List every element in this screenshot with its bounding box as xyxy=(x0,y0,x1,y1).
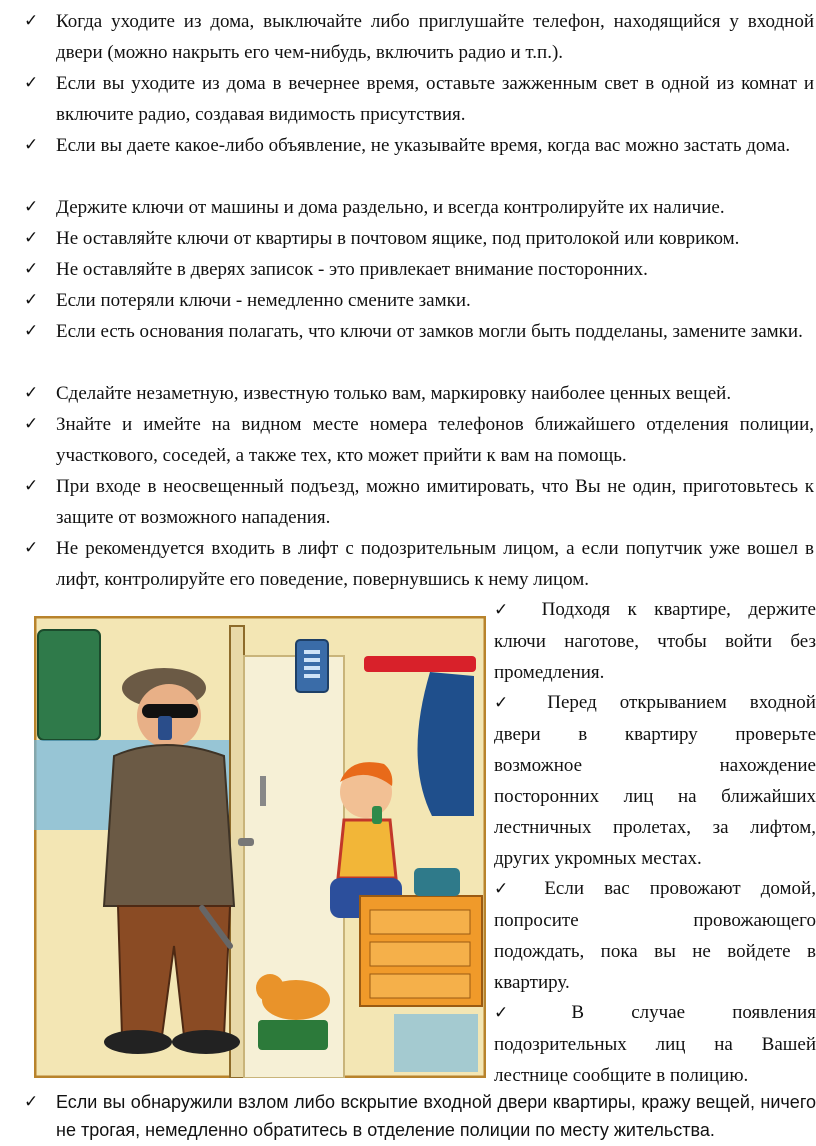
electric-box xyxy=(38,630,100,740)
side-word: случае xyxy=(631,1002,686,1023)
side-word: лиц xyxy=(655,1034,686,1055)
side-word: домой, xyxy=(760,878,816,899)
door-frame xyxy=(230,626,244,1078)
list-item xyxy=(24,316,814,347)
side-line xyxy=(494,936,816,967)
list-item xyxy=(24,254,814,285)
side-word: не xyxy=(692,941,711,962)
side-line xyxy=(494,812,816,843)
checkmark-icon: ✓ xyxy=(24,476,39,496)
checkmark-icon: ✓ xyxy=(494,693,509,713)
doormat xyxy=(258,1020,328,1050)
side-word: ключи xyxy=(494,631,546,652)
checkmark-icon: ✓ xyxy=(24,11,39,31)
side-word: вас xyxy=(604,878,630,899)
checkmark-icon: ✓ xyxy=(24,73,39,93)
side-word: держите xyxy=(748,599,816,620)
side-word: Перед xyxy=(547,692,597,713)
list-item xyxy=(24,471,814,533)
side-word: Вашей xyxy=(761,1034,816,1055)
side-line: других укромных местах. xyxy=(494,848,702,869)
side-word: в xyxy=(807,941,816,962)
side-word: ближайших xyxy=(721,786,816,807)
side-line: лестнице сообщите в полицию. xyxy=(494,1065,749,1086)
list-item xyxy=(24,223,814,254)
checkmark-icon: ✓ xyxy=(494,600,509,620)
side-line xyxy=(494,719,816,750)
list-item xyxy=(24,6,814,68)
side-line xyxy=(494,781,816,812)
boy-shirt xyxy=(338,820,396,878)
side-word: на xyxy=(714,1034,733,1055)
side-word: наготове, xyxy=(564,631,639,652)
checkmark-icon: ✓ xyxy=(24,135,39,155)
floor-tiles xyxy=(394,1014,478,1072)
side-word: возможное xyxy=(494,755,583,776)
list-item xyxy=(24,378,814,409)
side-word: чтобы xyxy=(657,631,707,652)
hanging-coat xyxy=(418,672,475,816)
list-item-text: Если вы даете какое-либо объявление, не указывайте время, когда вас можно застать дома. xyxy=(56,135,791,156)
list-item xyxy=(24,130,814,161)
side-word: открыванием xyxy=(619,692,727,713)
checkmark-icon: ✓ xyxy=(24,414,39,434)
side-word: подождать, xyxy=(494,941,585,962)
coat-hanger xyxy=(364,656,476,672)
checkmark-icon: ✓ xyxy=(24,538,39,558)
side-word: двери xyxy=(494,724,541,745)
side-word: посторонних xyxy=(494,786,600,807)
checkmark-icon: ✓ xyxy=(24,197,39,217)
list-item-text: Сделайте незаметную, известную только вам, маркировку наиболее ценных вещей. xyxy=(56,383,732,404)
side-word: провожающего xyxy=(693,910,816,931)
burglar-coat xyxy=(104,745,234,906)
side-word: квартиру xyxy=(624,724,698,745)
side-word: к xyxy=(627,599,637,620)
list-item xyxy=(24,533,814,595)
checkmark-icon: ✓ xyxy=(24,259,39,279)
side-word: Если xyxy=(544,878,585,899)
side-word: В xyxy=(571,1002,585,1023)
burglar-mask xyxy=(142,704,198,718)
side-line: квартиру. xyxy=(494,972,570,993)
side-word: вы xyxy=(654,941,676,962)
bottom-list-item xyxy=(24,1088,816,1144)
side-word: входной xyxy=(749,692,816,713)
side-word: попросите xyxy=(494,910,579,931)
checkmark-icon: ✓ xyxy=(24,321,39,341)
checkmark-icon: ✓ xyxy=(494,1003,509,1023)
door-handle xyxy=(238,838,254,846)
side-line xyxy=(494,626,816,657)
side-word: войти xyxy=(725,631,773,652)
side-word: лифтом, xyxy=(750,817,816,838)
list-item-text: Знайте и имейте на видном месте номера телефонов ближайшего отделения полиции, участкового, соседей, а также тех, кто может прийти к вам на помощь. xyxy=(56,414,814,466)
checkmark-icon: ✓ xyxy=(24,290,39,310)
side-word: появления xyxy=(732,1002,816,1023)
list-item-text: При входе в неосвещенный подъезд, можно имитировать, что Вы не один, приготовьтесь к защите от возможного нападения. xyxy=(56,476,814,528)
desk-telephone xyxy=(414,868,460,896)
list-item-text: Если потеряли ключи - немедленно смените замки. xyxy=(56,290,471,311)
side-word: без xyxy=(790,631,816,652)
side-word: на xyxy=(678,786,697,807)
burglar-shoe xyxy=(104,1030,172,1054)
checkmark-icon: ✓ xyxy=(24,1092,39,1112)
side-word: пролетах, xyxy=(612,817,692,838)
side-word: лестничных xyxy=(494,817,592,838)
list-item-text: Не оставляйте ключи от квартиры в почтовом ящике, под притолокой или ковриком. xyxy=(56,228,740,249)
side-line xyxy=(494,905,816,936)
list-item xyxy=(24,68,814,130)
side-list-item xyxy=(494,873,816,998)
side-word: провожают xyxy=(649,878,741,899)
side-list-item xyxy=(494,997,816,1091)
side-word: лиц xyxy=(623,786,654,807)
side-word: нахождение xyxy=(719,755,816,776)
side-list-item xyxy=(494,687,816,874)
side-word: проверьте xyxy=(735,724,816,745)
list-item-text: Когда уходите из дома, выключайте либо приглушайте телефон, находящийся у входной двери (можно накрыть его чем-нибудь, включить радио и т.п.). xyxy=(56,11,814,63)
side-line xyxy=(494,1029,816,1060)
side-word: войдете xyxy=(727,941,791,962)
list-item-text: Не рекомендуется входить в лифт с подозрительным лицом, а если попутчик уже вошел в лифт, контролируйте его поведение, повернувшись к нему лицом. xyxy=(56,538,814,590)
bottom-item-text: Если вы обнаружили взлом либо вскрытие входной двери квартиры, кражу вещей, ничего не трогая, немедленно обратитесь в отделение полиции по месту жительства. xyxy=(56,1092,816,1140)
side-line: промедления. xyxy=(494,662,605,683)
list-item-text: Если есть основания полагать, что ключи от замков могли быть подделаны, замените замки. xyxy=(56,321,803,342)
checkmark-icon: ✓ xyxy=(24,383,39,403)
list-item-text: Не оставляйте в дверях записок - это привлекает внимание посторонних. xyxy=(56,259,648,280)
list-item-text: Держите ключи от машины и дома раздельно, и всегда контролируйте их наличие. xyxy=(56,197,725,218)
side-word: подозрительных xyxy=(494,1034,627,1055)
checkmark-icon: ✓ xyxy=(494,879,509,899)
list-item xyxy=(24,192,814,223)
illustration-burglar-and-boy xyxy=(34,616,486,1078)
side-line xyxy=(494,750,816,781)
side-word: пока xyxy=(600,941,638,962)
boy-phone xyxy=(372,806,382,824)
side-word: квартире, xyxy=(654,599,731,620)
side-list-item xyxy=(494,594,816,688)
burglar-shoe xyxy=(172,1030,240,1054)
list-item-text: Если вы уходите из дома в вечернее время, оставьте зажженным свет в одной из комнат и включите радио, создавая видимость присутствия. xyxy=(56,73,814,125)
side-word: за xyxy=(712,817,729,838)
checkmark-icon: ✓ xyxy=(24,228,39,248)
side-word: Подходя xyxy=(541,599,611,620)
burglar-phone xyxy=(158,716,172,740)
side-word: в xyxy=(578,724,588,745)
list-item xyxy=(24,285,814,316)
list-item xyxy=(24,409,814,471)
door-lock xyxy=(260,776,266,806)
